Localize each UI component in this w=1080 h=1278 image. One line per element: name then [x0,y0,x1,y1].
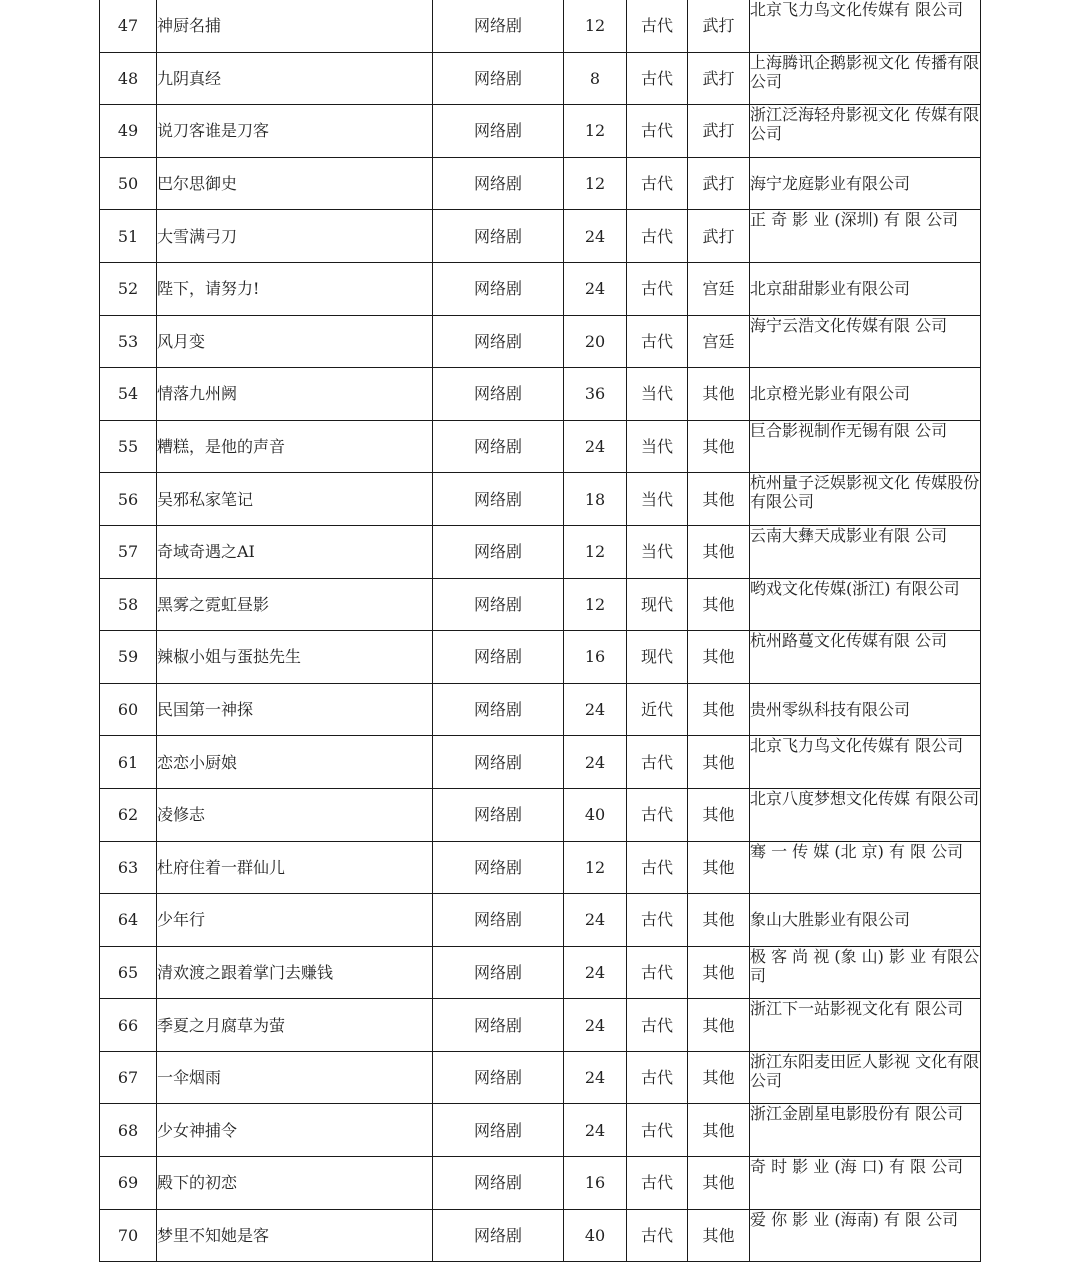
episode-count: 20 [564,315,627,368]
production-company: 上海腾讯企鹅影视文化 传播有限公司 [750,52,981,105]
drama-title: 梦里不知她是客 [157,1209,433,1262]
genre: 其他 [688,736,750,789]
drama-type: 网络剧 [433,578,564,631]
row-number: 48 [100,52,157,105]
era: 当代 [627,525,688,578]
drama-title: 九阴真经 [157,52,433,105]
genre: 其他 [688,683,750,736]
production-company: 海宁龙庭影业有限公司 [750,157,981,210]
table-row [100,788,981,841]
episode-count: 24 [564,683,627,736]
era: 古代 [627,1209,688,1262]
episode-count: 12 [564,525,627,578]
drama-type: 网络剧 [433,105,564,158]
table-row [100,52,981,105]
table-row [100,1157,981,1210]
drama-listing-table [99,0,981,1262]
production-company: 极 客 尚 视 (象 山) 影 业 有限公司 [750,946,981,999]
drama-type: 网络剧 [433,1104,564,1157]
era: 古代 [627,52,688,105]
row-number: 67 [100,1051,157,1104]
era: 古代 [627,157,688,210]
row-number: 51 [100,210,157,263]
production-company: 浙江东阳麦田匠人影视 文化有限公司 [750,1051,981,1104]
production-company: 杭州量子泛娱影视文化 传媒股份有限公司 [750,473,981,526]
episode-count: 12 [564,105,627,158]
drama-type: 网络剧 [433,1209,564,1262]
row-number: 57 [100,525,157,578]
episode-count: 24 [564,736,627,789]
drama-type: 网络剧 [433,52,564,105]
era: 古代 [627,1104,688,1157]
genre: 其他 [688,420,750,473]
table-row [100,157,981,210]
drama-title: 杜府住着一群仙儿 [157,841,433,894]
row-number: 49 [100,105,157,158]
genre: 其他 [688,578,750,631]
genre: 其他 [688,473,750,526]
table-row [100,0,981,52]
production-company: 北京甜甜影业有限公司 [750,262,981,315]
drama-type: 网络剧 [433,473,564,526]
drama-title: 殿下的初恋 [157,1157,433,1210]
drama-title: 恋恋小厨娘 [157,736,433,789]
genre: 其他 [688,999,750,1052]
table-row [100,315,981,368]
table-row [100,736,981,789]
production-company: 贵州零纵科技有限公司 [750,683,981,736]
drama-title: 一伞烟雨 [157,1051,433,1104]
episode-count: 24 [564,1051,627,1104]
era: 古代 [627,841,688,894]
row-number: 68 [100,1104,157,1157]
era: 古代 [627,262,688,315]
drama-type: 网络剧 [433,683,564,736]
genre: 其他 [688,841,750,894]
table-row [100,262,981,315]
episode-count: 24 [564,894,627,947]
row-number: 56 [100,473,157,526]
row-number: 63 [100,841,157,894]
era: 古代 [627,315,688,368]
production-company: 正 奇 影 业 (深圳) 有 限 公司 [750,210,981,263]
drama-title: 奇域奇遇之AI [157,525,433,578]
table-body [100,0,981,1262]
genre: 武打 [688,0,750,52]
era: 古代 [627,946,688,999]
production-company: 北京飞力鸟文化传媒有 限公司 [750,0,981,52]
genre: 其他 [688,631,750,684]
row-number: 70 [100,1209,157,1262]
row-number: 64 [100,894,157,947]
episode-count: 24 [564,420,627,473]
table-row [100,210,981,263]
production-company: 骞 一 传 媒 (北 京) 有 限 公司 [750,841,981,894]
table-row [100,683,981,736]
drama-title: 糟糕，是他的声音 [157,420,433,473]
era: 古代 [627,1051,688,1104]
table-row [100,368,981,421]
drama-title: 少女神捕令 [157,1104,433,1157]
drama-type: 网络剧 [433,420,564,473]
production-company: 浙江金剧星电影股份有 限公司 [750,1104,981,1157]
genre: 其他 [688,1209,750,1262]
drama-type: 网络剧 [433,894,564,947]
episode-count: 8 [564,52,627,105]
drama-title: 黑雾之霓虹昼影 [157,578,433,631]
table-row [100,841,981,894]
production-company: 北京橙光影业有限公司 [750,368,981,421]
episode-count: 12 [564,841,627,894]
genre: 其他 [688,946,750,999]
table-row [100,105,981,158]
drama-type: 网络剧 [433,788,564,841]
drama-type: 网络剧 [433,210,564,263]
drama-title: 陛下，请努力! [157,262,433,315]
drama-type: 网络剧 [433,262,564,315]
row-number: 60 [100,683,157,736]
episode-count: 24 [564,946,627,999]
era: 古代 [627,736,688,789]
era: 当代 [627,473,688,526]
drama-title: 风月变 [157,315,433,368]
drama-title: 辣椒小姐与蛋挞先生 [157,631,433,684]
row-number: 47 [100,0,157,52]
production-company: 象山大胜影业有限公司 [750,894,981,947]
episode-count: 16 [564,1157,627,1210]
production-company: 北京飞力鸟文化传媒有 限公司 [750,736,981,789]
production-company: 海宁云浩文化传媒有限 公司 [750,315,981,368]
table-row [100,1104,981,1157]
drama-type: 网络剧 [433,1157,564,1210]
row-number: 69 [100,1157,157,1210]
genre: 其他 [688,1104,750,1157]
table-row [100,894,981,947]
genre: 其他 [688,788,750,841]
drama-title: 吴邪私家笔记 [157,473,433,526]
row-number: 55 [100,420,157,473]
production-company: 奇 时 影 业 (海 口) 有 限 公司 [750,1157,981,1210]
production-company: 北京八度梦想文化传媒 有限公司 [750,788,981,841]
drama-type: 网络剧 [433,157,564,210]
episode-count: 24 [564,1104,627,1157]
genre: 其他 [688,368,750,421]
drama-type: 网络剧 [433,999,564,1052]
era: 当代 [627,368,688,421]
era: 古代 [627,0,688,52]
drama-title: 情落九州阙 [157,368,433,421]
drama-title: 民国第一神探 [157,683,433,736]
table-row [100,1209,981,1262]
genre: 宫廷 [688,315,750,368]
drama-title: 季夏之月腐草为萤 [157,999,433,1052]
production-company: 浙江下一站影视文化有 限公司 [750,999,981,1052]
drama-title: 巴尔思御史 [157,157,433,210]
drama-title: 少年行 [157,894,433,947]
era: 现代 [627,631,688,684]
drama-type: 网络剧 [433,525,564,578]
row-number: 53 [100,315,157,368]
drama-type: 网络剧 [433,841,564,894]
drama-type: 网络剧 [433,1051,564,1104]
row-number: 62 [100,788,157,841]
drama-type: 网络剧 [433,946,564,999]
genre: 武打 [688,105,750,158]
drama-title: 清欢渡之跟着掌门去赚钱 [157,946,433,999]
production-company: 爱 你 影 业 (海南) 有 限 公司 [750,1209,981,1262]
table-row [100,525,981,578]
production-company: 云南大彝天成影业有限 公司 [750,525,981,578]
genre: 其他 [688,1157,750,1210]
episode-count: 12 [564,157,627,210]
production-company: 杭州路蔓文化传媒有限 公司 [750,631,981,684]
episode-count: 16 [564,631,627,684]
genre: 武打 [688,52,750,105]
drama-type: 网络剧 [433,631,564,684]
era: 近代 [627,683,688,736]
episode-count: 40 [564,1209,627,1262]
episode-count: 12 [564,0,627,52]
era: 古代 [627,1157,688,1210]
drama-title: 大雪满弓刀 [157,210,433,263]
era: 当代 [627,420,688,473]
drama-type: 网络剧 [433,368,564,421]
table-row [100,631,981,684]
episode-count: 24 [564,210,627,263]
drama-title: 神厨名捕 [157,0,433,52]
era: 古代 [627,210,688,263]
episode-count: 24 [564,999,627,1052]
row-number: 52 [100,262,157,315]
row-number: 58 [100,578,157,631]
row-number: 50 [100,157,157,210]
genre: 宫廷 [688,262,750,315]
era: 古代 [627,788,688,841]
episode-count: 24 [564,262,627,315]
row-number: 61 [100,736,157,789]
episode-count: 18 [564,473,627,526]
drama-type: 网络剧 [433,736,564,789]
production-company: 浙江泛海轻舟影视文化 传媒有限公司 [750,105,981,158]
episode-count: 12 [564,578,627,631]
row-number: 54 [100,368,157,421]
production-company: 巨合影视制作无锡有限 公司 [750,420,981,473]
genre: 其他 [688,525,750,578]
drama-title: 凌修志 [157,788,433,841]
row-number: 66 [100,999,157,1052]
genre: 武打 [688,210,750,263]
drama-type: 网络剧 [433,315,564,368]
era: 现代 [627,578,688,631]
genre: 其他 [688,894,750,947]
era: 古代 [627,894,688,947]
row-number: 65 [100,946,157,999]
table-row [100,1051,981,1104]
production-company: 哟戏文化传媒(浙江) 有限公司 [750,578,981,631]
table-row [100,946,981,999]
table-row [100,578,981,631]
episode-count: 36 [564,368,627,421]
drama-title: 说刀客谁是刀客 [157,105,433,158]
drama-type: 网络剧 [433,0,564,52]
genre: 武打 [688,157,750,210]
row-number: 59 [100,631,157,684]
era: 古代 [627,105,688,158]
episode-count: 40 [564,788,627,841]
table-row [100,420,981,473]
table-row [100,473,981,526]
table-row [100,999,981,1052]
genre: 其他 [688,1051,750,1104]
era: 古代 [627,999,688,1052]
